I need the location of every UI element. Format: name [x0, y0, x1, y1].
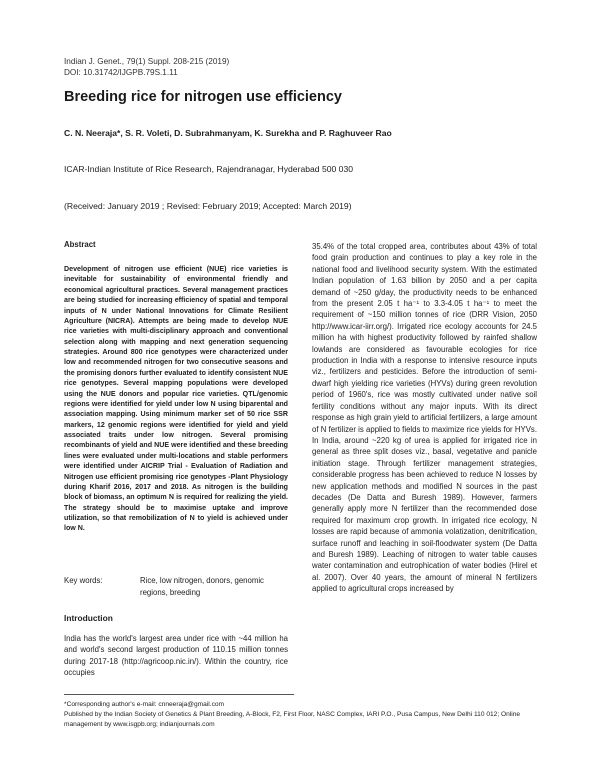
journal-citation: Indian J. Genet., 79(1) Suppl. 208-215 (2019): [64, 57, 230, 66]
body-text-right-column: 35.4% of the total cropped area, contributes about 43% of total food grain production and continues to play a key role in the national food and livelihood security system. With the estimated Indian population of 1.63 billion by 2050 and a per capita demand of ~250 g/day, the productivity needs to be enhanced from the present 2.05 t ha⁻¹ to 3.3-4.05 t ha⁻¹ to meet the requirement of ~150 million tonnes of rice (DRR Vision, 2050 http://www.icar-iirr.org/). Irrigated rice ecology accounts for 24.5 million ha with highest productivity followed by rainfed shallow lowlands are considered as favourable ecologies for rice production in India with a response to intensive resource inputs viz., fertilizers and pesticides. Before the introduction of semi-dwarf high yielding rice varieties (HYVs) during green revolution period of 1960's, rice was mostly cultivated under native soil fertility conditions without any major inputs. With its direct response as high grain yield to artificial fertilizers, a large amount of N fertilizer is applied to fields to maximize rice yields for HYVs. In India, around ~220 kg of urea is applied for irrigated rice in general as three split doses viz., basal, vegetative and panicle initiation stage. Through fertilizer management strategies, considerable progress has been achieved to reduce N losses by new application methods and modified N sources in the past decades (De Datta and Buresh 1989). However, farmers generally apply more N fertilizer than the recommended dose required for maximum crop growth. In irrigated rice ecology, N losses are rapid because of ammonia volatization, denitrification, surface runoff and leaching in soil-floodwater system (De Datta and Buresh 1989). Leaching of nitrogen to water table causes water contamination and eutrophication of water bodies (Hirel et al. 2007). Over 40 years, the amount of mineral N fertilizers applied to agricultural crops increased by: [312, 242, 537, 594]
introduction-text: India has the world's largest area under rice with ~44 million ha and world's second largest production of 110.15 million tonnes during 2017-18 (http://agricoop.nic.in/). Within the country, rice occupies: [64, 634, 288, 677]
paper-title: Breeding rice for nitrogen use efficiency: [64, 89, 342, 105]
keywords-label: Key words:: [64, 576, 103, 585]
journal-header: [64, 56, 229, 78]
abstract-text: Development of nitrogen use efficient (NUE) rice varieties is inevitable for sustainability of environmental friendly and economical agricultural practices. Several management practices are being studied for increasing efficiency of spatial and temporal inputs of N under National Innovations for Climate Resilient Agriculture (NICRA). Attempts are being made to develop NUE rice varieties with multi-disciplinary approach and conventional selection along with mapping and next generation sequencing strategies. Around 800 rice genotypes were characterized under low and recommended nitrogen for two consecutive seasons and the promising donors further evaluated to identify consistent NUE rice genotypes. Several mapping populations were developed using the NUE donors and popular rice varieties. QTL/genomic regions were identified for yield under low N using biparental and association mapping. Using minimum marker set of 50 rice SSR markers, 12 genomic regions were identified for yield and yield associated traits under low nitrogen. Several promising recombinants of yield and NUE were identified and these breeding lines were evaluated under multi-locations and stable performers were identified under AICRIP Trial - Evaluation of Radiation and Nitrogen use efficient promising rice genotypes -Plant Physiology during Kharif 2016, 2017 and 2018. As nitrogen is the building block of biomass, an optimum N is required for realizing the yield. The strategy should be to maximise uptake and improve utilization, so that remobilization of N to yield is achieved under low N.: [64, 265, 288, 533]
journal-doi[interactable]: DOI: 10.31742/IJGPB.79S.1.11: [64, 68, 178, 77]
publisher-note: Published by the Indian Society of Genetics & Plant Breeding, A-Block, F2, First Floor, NASC Complex, IARI P.O., Pusa Campus, New Delhi 110 012; Online management by www.isgpb.org; indianjournals.com: [64, 711, 521, 728]
footnote: [64, 700, 540, 730]
author-list: C. N. Neeraja*, S. R. Voleti, D. Subrahmanyam, K. Surekha and P. Raghuveer Rao: [64, 128, 392, 138]
introduction-heading: Introduction: [64, 613, 113, 623]
abstract-heading: Abstract: [64, 240, 96, 249]
affiliation: ICAR-Indian Institute of Rice Research, Rajendranagar, Hyderabad 500 030: [64, 164, 354, 174]
keywords-text: Rice, low nitrogen, donors, genomic regions, breeding: [140, 576, 264, 597]
submission-dates: (Received: January 2019 ; Revised: February 2019; Accepted: March 2019): [64, 201, 352, 211]
footnote-divider: [64, 694, 294, 695]
corresponding-author-note: *Corresponding author's e-mail: cnneeraja@gmail.com: [64, 701, 225, 708]
